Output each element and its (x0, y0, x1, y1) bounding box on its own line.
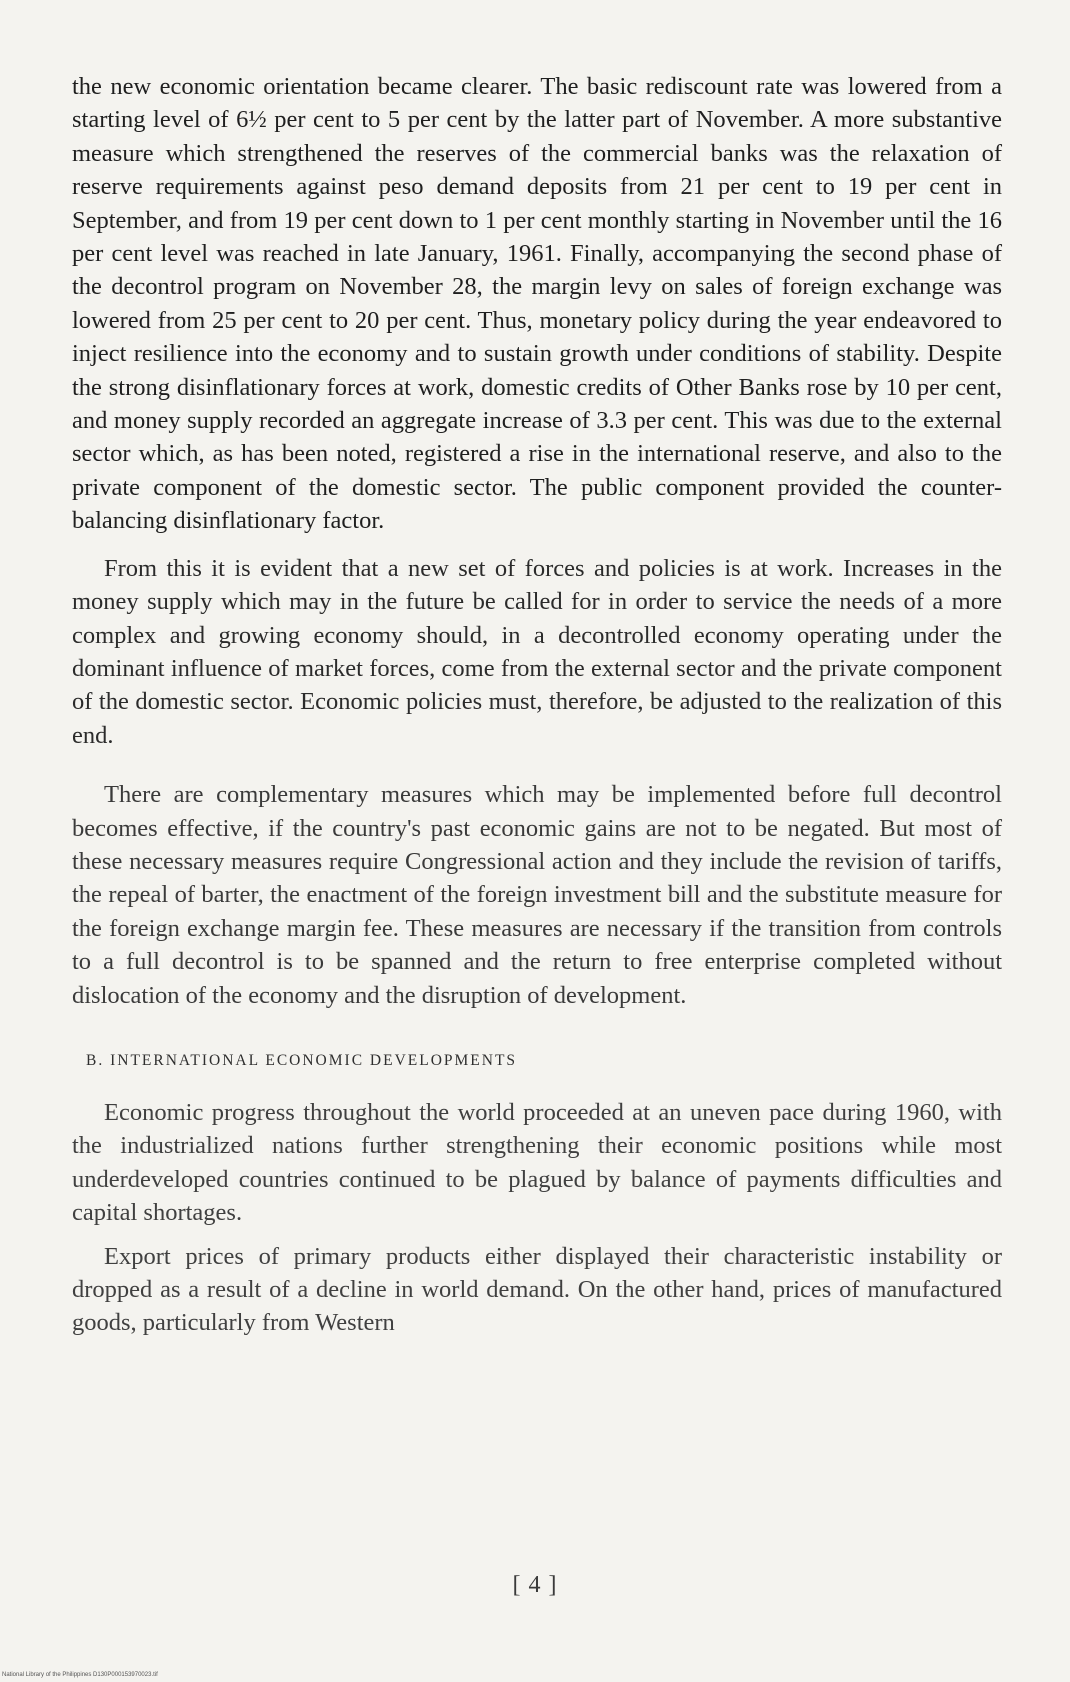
paragraph-complementary-measures: There are complementary measures which may be implemented before full decontrol becomes effective, if the country's past economic gains are not to be negated. But most of these necessary measures require Congressional action and they include the revision of tariffs, the repeal of barter, the enactment of the foreign investment bill and the substitute measure for the foreign exchange margin fee. These measures are necessary if the transition from controls to a full decontrol is to be spanned and the return to free enterprise completed without dislocation of the economy and the disruption of development. (72, 781, 1002, 1009)
page-number: [ 4 ] (512, 1572, 558, 1598)
section-heading: B. INTERNATIONAL ECONOMIC DEVELOPMENTS (86, 1051, 518, 1069)
paragraph-new-forces: From this it is evident that a new set of forces and policies is at work. Increases in the money supply which may in the future be called for in order to service the needs of a more complex and growing economy should, in a decontrolled economy operating under the dominant influence of market forces, come from the external sector and the private component of the domestic sector. Economic policies must, therefore, be adjusted to the realization of this end. (72, 554, 1002, 749)
paragraph-economic-progress: Economic progress throughout the world proceeded at an uneven pace during 1960, with the industrialized nations further strengthening their economic positions while most underdeveloped countries continued to be plagued by balance of payments difficulties and capital shortages. (72, 1098, 1002, 1227)
document-page (72, 70, 1002, 1340)
footer-credit: National Library of the Philippines D130P000153970023.tif (2, 1672, 158, 1678)
paragraph-monetary-policy: the new economic orientation became clearer. The basic rediscount rate was lowered from a starting level of 6½ per cent to 5 per cent by the latter part of November. A more substantive measure which strengthened the reserves of the commercial banks was the relaxation of reserve requirements against peso demand deposits from 21 per cent to 19 per cent in September, and from 19 per cent down to 1 per cent monthly starting in November until the 16 per cent level was reached in late January, 1961. Finally, accompanying the second phase of the decontrol program on November 28, the margin levy on sales of foreign exchange was lowered from 25 per cent to 20 per cent. Thus, monetary policy during the year endeavored to inject resilience into the economy and to sustain growth under conditions of stability. Despite the strong disinflationary forces at work, domestic credits of Other Banks rose by 10 per cent, and money supply recorded an aggregate increase of 3.3 per cent. This was due to the external sector which, as has been noted, registered a rise in the international reserve, and also to the private component of the domestic sector. The public component provided the counter-balancing disinflationary factor. (72, 73, 1002, 535)
paragraph-export-prices: Export prices of primary products either displayed their characteristic instability or dropped as a result of a decline in world demand. On the other hand, prices of manufactured goods, particularly from Western (72, 1242, 1002, 1337)
